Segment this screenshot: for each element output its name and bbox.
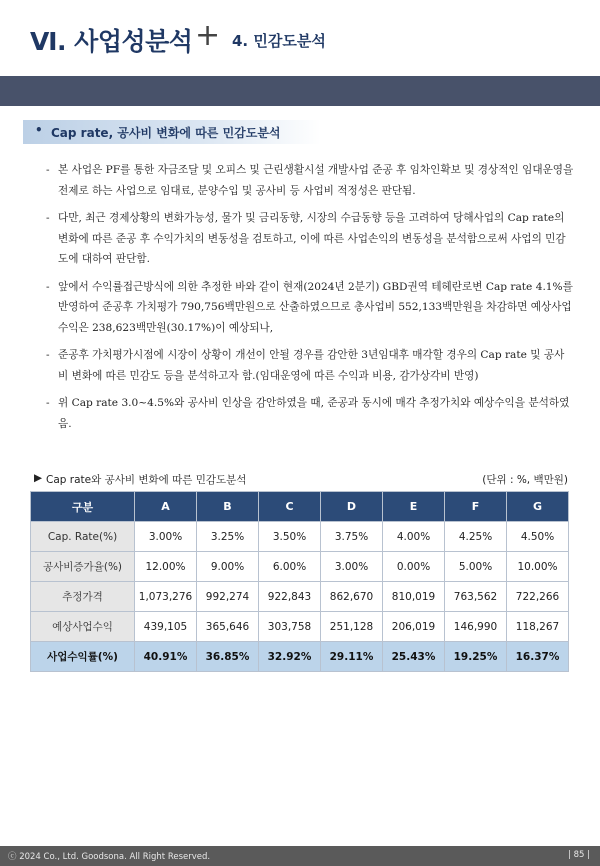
- table-header-row: [31, 492, 569, 522]
- table-row: [31, 582, 569, 612]
- section-bullet: •: [35, 123, 43, 137]
- paragraph-item: - 앞에서 수익률접근방식에 의한 추정한 바와 같이 현재(2024년 2분기) GBD권역 테헤란로변 Cap rate 4.1%를 반영하여 준공후 가치평가 790,756백만원으로 산출하였으므로 총사업비 552,133백만원을 차감하면 예상사업수익은 238,623백만원(30.17%)이 예상되나,: [46, 277, 574, 339]
- table-cell: 810,019: [383, 582, 445, 612]
- table-cell: 6.00%: [259, 552, 321, 582]
- table-row-highlight: [31, 642, 569, 672]
- table-cell: 922,843: [259, 582, 321, 612]
- page-number: | 85 |: [568, 850, 590, 860]
- paragraph-item: - 본 사업은 PF를 통한 자금조달 및 오피스 및 근린생활시설 개발사업 준공 후 임차인확보 및 경상적인 임대운영을 전제로 하는 사업으로 임대료, 분양수입 및 공사비 등 사업비 적정성은 판단됨.: [46, 160, 574, 201]
- table-cell: 1,073,276: [135, 582, 197, 612]
- table-cell: 3.50%: [259, 522, 321, 552]
- section-heading: [23, 120, 321, 144]
- table-cell: 16.37%: [507, 642, 569, 672]
- column-header: D: [321, 492, 383, 522]
- paragraph-text: 위 Cap rate 3.0~4.5%와 공사비 인상을 감안하였을 때, 준공과 동시에 매각 추정가치와 예상수익을 분석하였음.: [58, 397, 570, 430]
- table-row: [31, 612, 569, 642]
- table-row: [31, 522, 569, 552]
- table-cell: 29.11%: [321, 642, 383, 672]
- table-caption-line: [34, 472, 568, 488]
- table-cell: 3.25%: [197, 522, 259, 552]
- table-cell: 118,267: [507, 612, 569, 642]
- paragraph-text: 다만, 최근 경제상황의 변화가능성, 물가 및 금리동향, 시장의 수급동향 등을 고려하여 당해사업의 Cap rate의 변화에 따른 준공 후 수익가치의 변동성을 검토하고, 이에 따른 사업손익의 변동성을 분석함으로써 사업의 민감도에 대하여 판단함.: [58, 212, 566, 265]
- column-header: 구분: [31, 492, 135, 522]
- table-cell: 9.00%: [197, 552, 259, 582]
- table-unit: (단위 : %, 백만원): [482, 474, 568, 486]
- copyright-text: ⓒ 2024 Co., Ltd. Goodsona. All Right Reserved.: [8, 852, 211, 862]
- sensitivity-table: [30, 491, 569, 672]
- table-cell: 303,758: [259, 612, 321, 642]
- column-header: F: [445, 492, 507, 522]
- page-header: [0, 0, 600, 80]
- table-cell: 365,646: [197, 612, 259, 642]
- table-cell: 992,274: [197, 582, 259, 612]
- paragraph-text: 본 사업은 PF를 통한 자금조달 및 오피스 및 근린생활시설 개발사업 준공 후 임차인확보 및 경상적인 임대운영을 전제로 하는 사업으로 임대료, 분양수입 및 공사비 등 사업비 적정성은 판단됨.: [58, 164, 574, 197]
- section-title: Cap rate, 공사비 변화에 따른 민감도분석: [51, 126, 281, 140]
- table-cell: 146,990: [445, 612, 507, 642]
- table-cell: 36.85%: [197, 642, 259, 672]
- row-label: 추정가격: [31, 582, 135, 612]
- table-cell: 722,266: [507, 582, 569, 612]
- table-cell: 251,128: [321, 612, 383, 642]
- table-cell: 3.00%: [135, 522, 197, 552]
- page-footer: [0, 846, 600, 866]
- table-caption: Cap rate와 공사비 변화에 따른 민감도분석: [46, 474, 247, 486]
- table-row: [31, 552, 569, 582]
- paragraph-list: [46, 160, 574, 441]
- section-subtitle: 4. 민감도분석: [232, 32, 326, 50]
- table-cell: 32.92%: [259, 642, 321, 672]
- paragraph-item: - 위 Cap rate 3.0~4.5%와 공사비 인상을 감안하였을 때, 준공과 동시에 매각 추정가치와 예상수익을 분석하였음.: [46, 393, 574, 434]
- table-cell: 40.91%: [135, 642, 197, 672]
- chapter-title: Ⅵ. 사업성분석: [30, 27, 193, 56]
- table-cell: 25.43%: [383, 642, 445, 672]
- column-header: B: [197, 492, 259, 522]
- header-band: [0, 76, 600, 106]
- row-label: 사업수익률(%): [31, 642, 135, 672]
- table-cell: 763,562: [445, 582, 507, 612]
- table-cell: 10.00%: [507, 552, 569, 582]
- table-cell: 4.25%: [445, 522, 507, 552]
- table-cell: 862,670: [321, 582, 383, 612]
- row-label: 공사비증가율(%): [31, 552, 135, 582]
- column-header: E: [383, 492, 445, 522]
- title-separator: +: [195, 18, 221, 53]
- column-header: A: [135, 492, 197, 522]
- row-label: 예상사업수익: [31, 612, 135, 642]
- table-cell: 0.00%: [383, 552, 445, 582]
- table-cell: 3.00%: [321, 552, 383, 582]
- paragraph-item: - 다만, 최근 경제상황의 변화가능성, 물가 및 금리동향, 시장의 수급동향 등을 고려하여 당해사업의 Cap rate의 변화에 따른 준공 후 수익가치의 변동성을 검토하고, 이에 따른 사업손익의 변동성을 분석함으로써 사업의 민감도에 대하여 판단함.: [46, 208, 574, 270]
- table-cell: 3.75%: [321, 522, 383, 552]
- table-cell: 5.00%: [445, 552, 507, 582]
- table-cell: 439,105: [135, 612, 197, 642]
- triangle-right-icon: ▶: [34, 472, 43, 484]
- table-cell: 206,019: [383, 612, 445, 642]
- paragraph-text: 앞에서 수익률접근방식에 의한 추정한 바와 같이 현재(2024년 2분기) GBD권역 테헤란로변 Cap rate 4.1%를 반영하여 준공후 가치평가 790,756백만원으로 산출하였으므로 총사업비 552,133백만원을 차감하면 예상사업수익은 238,623백만원(30.17%)이 예상되나,: [58, 280, 573, 334]
- column-header: G: [507, 492, 569, 522]
- paragraph-text: 준공후 가치평가시점에 시장이 상황이 개선이 안될 경우를 감안한 3년임대후 매각할 경우의 Cap rate 및 공사비 변화에 따른 민감도 등을 분석하고자 함.(임대운영에 따른 수익과 비용, 감가상각비 반영): [58, 349, 565, 382]
- column-header: C: [259, 492, 321, 522]
- table-cell: 4.50%: [507, 522, 569, 552]
- table-cell: 4.00%: [383, 522, 445, 552]
- paragraph-item: - 준공후 가치평가시점에 시장이 상황이 개선이 안될 경우를 감안한 3년임대후 매각할 경우의 Cap rate 및 공사비 변화에 따른 민감도 등을 분석하고자 함.(임대운영에 따른 수익과 비용, 감가상각비 반영): [46, 345, 574, 386]
- row-label: Cap. Rate(%): [31, 522, 135, 552]
- table-cell: 19.25%: [445, 642, 507, 672]
- table-cell: 12.00%: [135, 552, 197, 582]
